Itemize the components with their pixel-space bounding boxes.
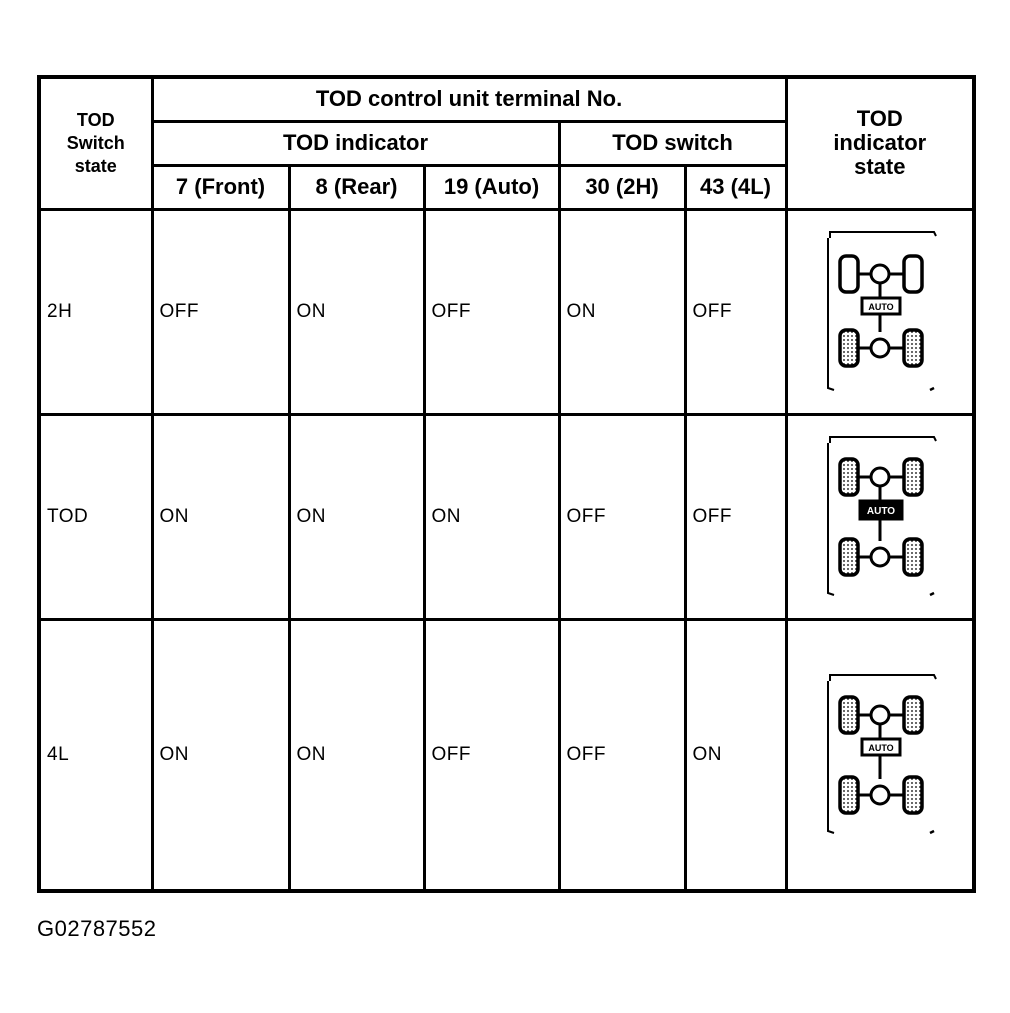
figure-id: G02787552 [37, 916, 157, 941]
value-cell: ON [289, 619, 424, 891]
indicator-2h-icon [822, 230, 938, 394]
column-header: 43 (4L) [685, 165, 786, 209]
column-header: 7 (Front) [152, 165, 289, 209]
value-cell: OFF [685, 414, 786, 619]
value-cell: OFF [559, 414, 685, 619]
table-row [39, 414, 974, 619]
value-cell: OFF [559, 619, 685, 891]
indicator-4l-icon [822, 673, 938, 837]
switch-state-cell: 2H [39, 209, 152, 414]
auto-label: AUTO [868, 742, 894, 753]
indicator-tod-icon [822, 435, 938, 599]
value-cell: OFF [152, 209, 289, 414]
tod-terminal-table [37, 75, 976, 893]
switch-state-cell: TOD [39, 414, 152, 619]
auto-label: AUTO [868, 301, 894, 312]
value-cell: ON [152, 414, 289, 619]
value-cell: ON [152, 619, 289, 891]
indicator-header: TOD indicator [152, 121, 559, 165]
value-cell: ON [289, 414, 424, 619]
table-row [39, 209, 974, 414]
indicator-state-cell [786, 414, 974, 619]
state-header: TOD indicator state [786, 77, 974, 209]
row-header: TOD Switch state [39, 77, 152, 209]
switch-header: TOD switch [559, 121, 786, 165]
value-cell: ON [685, 619, 786, 891]
value-cell: OFF [685, 209, 786, 414]
value-cell: OFF [424, 619, 559, 891]
table-row [39, 619, 974, 891]
auto-label: AUTO [866, 505, 895, 517]
value-cell: ON [289, 209, 424, 414]
value-cell: ON [424, 414, 559, 619]
indicator-state-cell [786, 619, 974, 891]
column-header: 19 (Auto) [424, 165, 559, 209]
column-header: 8 (Rear) [289, 165, 424, 209]
group-header: TOD control unit terminal No. [152, 77, 786, 121]
switch-state-cell: 4L [39, 619, 152, 891]
indicator-state-cell [786, 209, 974, 414]
value-cell: OFF [424, 209, 559, 414]
value-cell: ON [559, 209, 685, 414]
column-header: 30 (2H) [559, 165, 685, 209]
